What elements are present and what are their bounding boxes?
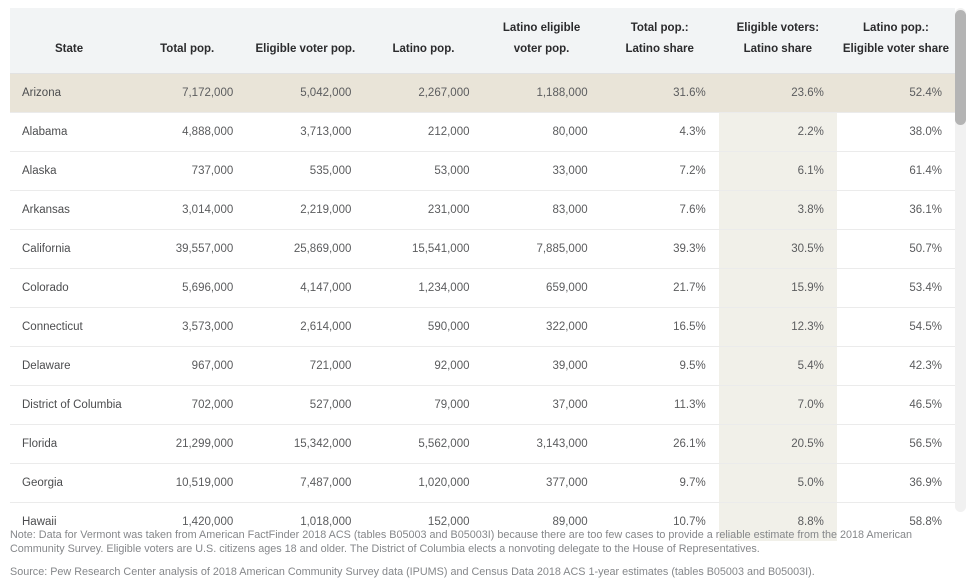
value-cell: 377,000 (483, 464, 601, 503)
value-cell: 16.5% (601, 308, 719, 347)
value-cell: 89,000 (483, 503, 601, 542)
value-cell: 36.9% (837, 464, 955, 503)
value-cell: 1,020,000 (364, 464, 482, 503)
value-cell: 1,188,000 (483, 74, 601, 113)
column-header-eligible-voter-pop: Eligible voter pop. (246, 8, 364, 74)
value-cell: 56.5% (837, 425, 955, 464)
table-row-colorado (10, 269, 955, 308)
value-cell: 5,562,000 (364, 425, 482, 464)
value-cell: 5,696,000 (128, 269, 246, 308)
value-cell: 4.3% (601, 113, 719, 152)
value-cell: 212,000 (364, 113, 482, 152)
value-cell: 2,267,000 (364, 74, 482, 113)
value-cell: 12.3% (719, 308, 837, 347)
state-name-cell: District of Columbia (10, 386, 128, 425)
value-cell: 3,713,000 (246, 113, 364, 152)
state-name-cell: California (10, 230, 128, 269)
value-cell: 1,018,000 (246, 503, 364, 542)
value-cell: 7,885,000 (483, 230, 601, 269)
column-header-total-pop-latino-share: Total pop.: Latino share (601, 8, 719, 74)
column-header-state: State (10, 8, 128, 74)
table-row-georgia (10, 464, 955, 503)
value-cell: 58.8% (837, 503, 955, 542)
value-cell: 7,487,000 (246, 464, 364, 503)
value-cell: 590,000 (364, 308, 482, 347)
value-cell: 15.9% (719, 269, 837, 308)
value-cell: 36.1% (837, 191, 955, 230)
value-cell: 53,000 (364, 152, 482, 191)
value-cell: 9.5% (601, 347, 719, 386)
value-cell: 80,000 (483, 113, 601, 152)
table-row-arizona (10, 74, 955, 113)
table-row-alabama (10, 113, 955, 152)
value-cell: 92,000 (364, 347, 482, 386)
value-cell: 152,000 (364, 503, 482, 542)
value-cell: 3,573,000 (128, 308, 246, 347)
column-header-latino-pop-eligible-voter-share: Latino pop.: Eligible voter share (837, 8, 955, 74)
value-cell: 33,000 (483, 152, 601, 191)
value-cell: 2,614,000 (246, 308, 364, 347)
value-cell: 11.3% (601, 386, 719, 425)
value-cell: 7.2% (601, 152, 719, 191)
state-table-viewport[interactable] (10, 8, 955, 528)
value-cell: 2.2% (719, 113, 837, 152)
state-name-cell: Alaska (10, 152, 128, 191)
column-header-total-pop: Total pop. (128, 8, 246, 74)
column-header-latino-eligible-voter-pop: Latino eligible voter pop. (483, 8, 601, 74)
state-name-cell: Florida (10, 425, 128, 464)
value-cell: 7.0% (719, 386, 837, 425)
value-cell: 5,042,000 (246, 74, 364, 113)
value-cell: 527,000 (246, 386, 364, 425)
value-cell: 1,234,000 (364, 269, 482, 308)
value-cell: 3,143,000 (483, 425, 601, 464)
table-body (10, 74, 955, 542)
value-cell: 37,000 (483, 386, 601, 425)
state-name-cell: Arkansas (10, 191, 128, 230)
value-cell: 23.6% (719, 74, 837, 113)
value-cell: 39.3% (601, 230, 719, 269)
value-cell: 15,541,000 (364, 230, 482, 269)
value-cell: 737,000 (128, 152, 246, 191)
value-cell: 10.7% (601, 503, 719, 542)
value-cell: 26.1% (601, 425, 719, 464)
state-name-cell: Alabama (10, 113, 128, 152)
value-cell: 967,000 (128, 347, 246, 386)
value-cell: 7.6% (601, 191, 719, 230)
value-cell: 54.5% (837, 308, 955, 347)
table-row-florida (10, 425, 955, 464)
table-source: Source: Pew Research Center analysis of 2018 American Community Survey data (IPUMS) and Census Data 2018 ACS 1-year estimates (tables B05003 and B05003I). (10, 566, 815, 578)
table-header-row (10, 8, 955, 74)
table-row-district-of-columbia (10, 386, 955, 425)
value-cell: 5.0% (719, 464, 837, 503)
table-header (10, 8, 955, 74)
value-cell: 5.4% (719, 347, 837, 386)
value-cell: 10,519,000 (128, 464, 246, 503)
value-cell: 46.5% (837, 386, 955, 425)
value-cell: 3.8% (719, 191, 837, 230)
value-cell: 3,014,000 (128, 191, 246, 230)
value-cell: 2,219,000 (246, 191, 364, 230)
value-cell: 79,000 (364, 386, 482, 425)
latino-population-by-state-table (10, 8, 955, 541)
value-cell: 535,000 (246, 152, 364, 191)
value-cell: 83,000 (483, 191, 601, 230)
state-name-cell: Hawaii (10, 503, 128, 542)
table-row-delaware (10, 347, 955, 386)
value-cell: 25,869,000 (246, 230, 364, 269)
value-cell: 39,557,000 (128, 230, 246, 269)
value-cell: 659,000 (483, 269, 601, 308)
table-row-alaska (10, 152, 955, 191)
vertical-scrollbar-thumb[interactable] (955, 10, 966, 125)
value-cell: 30.5% (719, 230, 837, 269)
value-cell: 9.7% (601, 464, 719, 503)
value-cell: 39,000 (483, 347, 601, 386)
table-row-connecticut (10, 308, 955, 347)
table-row-arkansas (10, 191, 955, 230)
value-cell: 6.1% (719, 152, 837, 191)
table-note: Note: Data for Vermont was taken from American FactFinder 2018 ACS (tables B05003 and B05003I) because there are too few cases to provide a reliable estimate from the 2018 American Community Survey. Eligible voters are U.S. citizens ages 18 and older. The District of Columbia elects a nonvoting delegate to the House of Representatives. (10, 529, 913, 555)
value-cell: 231,000 (364, 191, 482, 230)
value-cell: 702,000 (128, 386, 246, 425)
value-cell: 8.8% (719, 503, 837, 542)
column-header-latino-pop: Latino pop. (364, 8, 482, 74)
state-name-cell: Delaware (10, 347, 128, 386)
value-cell: 1,420,000 (128, 503, 246, 542)
value-cell: 15,342,000 (246, 425, 364, 464)
state-name-cell: Arizona (10, 74, 128, 113)
column-header-eligible-voters-latino-share: Eligible voters: Latino share (719, 8, 837, 74)
value-cell: 38.0% (837, 113, 955, 152)
value-cell: 4,888,000 (128, 113, 246, 152)
value-cell: 21,299,000 (128, 425, 246, 464)
vertical-scrollbar-track[interactable] (955, 8, 966, 512)
value-cell: 61.4% (837, 152, 955, 191)
value-cell: 21.7% (601, 269, 719, 308)
table-row-california (10, 230, 955, 269)
value-cell: 322,000 (483, 308, 601, 347)
value-cell: 7,172,000 (128, 74, 246, 113)
state-name-cell: Connecticut (10, 308, 128, 347)
value-cell: 721,000 (246, 347, 364, 386)
value-cell: 50.7% (837, 230, 955, 269)
state-name-cell: Colorado (10, 269, 128, 308)
state-name-cell: Georgia (10, 464, 128, 503)
value-cell: 52.4% (837, 74, 955, 113)
value-cell: 31.6% (601, 74, 719, 113)
value-cell: 4,147,000 (246, 269, 364, 308)
value-cell: 20.5% (719, 425, 837, 464)
value-cell: 53.4% (837, 269, 955, 308)
value-cell: 42.3% (837, 347, 955, 386)
